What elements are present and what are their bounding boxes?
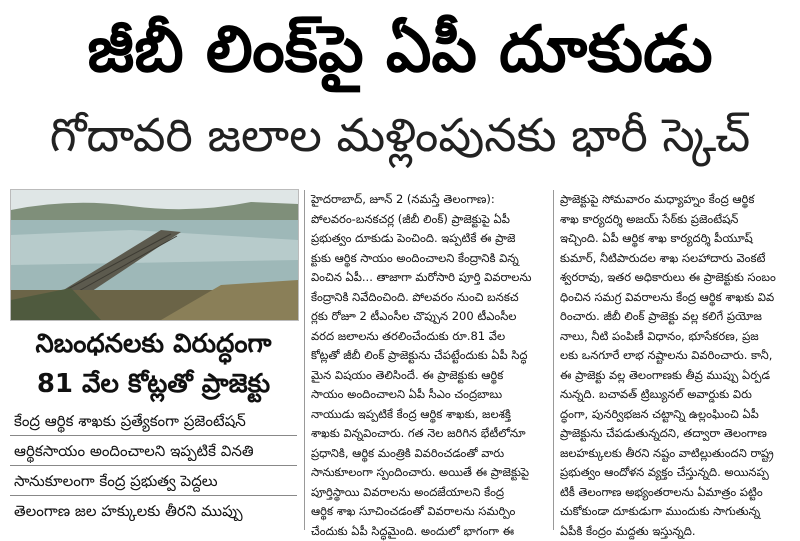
body-line: శాఖ కార్యదర్శి అజయ్ సేఠ్‌కు ప్రజెంటేషన్ [560, 210, 800, 230]
body-line: నాలు, నీటి పంపిణీ విధానం, భూసేకరణ, ప్రజ [560, 327, 800, 347]
subheadline: గోదావరి జలాల మళ్లింపునకు భారీ స్కెచ్ [0, 100, 800, 170]
body-line: కోట్లతో జీబీ లింక్ ప్రాజెక్టును చేపట్టేందుకు ఏపీ సిద్ధ [311, 346, 548, 366]
body-line: టికీ తెలంగాణ అభ్యంతరాలను ఏమాత్రం పట్టిం [560, 483, 800, 503]
body-line: ప్రభుత్వం ఆందోళన వ్యక్తం చేస్తున్నది. అయినప్ప [560, 463, 800, 483]
body-line: నున్నది. బచావత్ ట్రిబ్యునల్ అవార్డుకు విరు [560, 385, 800, 405]
body-line: ఆర్థిక శాఖ సూచించడంతో వివరాలను సమర్పిం [311, 502, 548, 522]
kicker-line: నిబంధనలకు విరుద్ధంగా [10, 324, 297, 364]
body-line: ఈ ప్రాజెక్టు వల్ల తెలంగాణకు తీవ్ర ముప్పు ఏర్పడ [560, 366, 800, 386]
body-line: ప్రభుత్వం దూకుడు పెంచింది. ఇప్పటికే ఈ ప్రాజె [311, 229, 548, 249]
body-line: ప్రాజెక్టుపై సోమవారం మధ్యాహ్నం కేంద్ర ఆర్థిక [560, 190, 800, 210]
body-line: పూర్తిస్థాయి వివరాలను అందజేయాలని కేంద్ర [311, 483, 548, 503]
headline: జీబీ లింక్‌పై ఏపీ దూకుడు [0, 2, 800, 98]
body-line: రించారు. జీబీ లింక్ ప్రాజెక్టు వల్ల కలిగే ప్రయోజ [560, 307, 800, 327]
body-line: ధించిన సమగ్ర వివరాలను కేంద్ర ఆర్థిక శాఖకు వివ [560, 288, 800, 308]
body-line: ఇచ్చింది. ఏపీ ఆర్థిక శాఖ కార్యదర్శి పీయూష్ [560, 229, 800, 249]
highlight-points [10, 408, 297, 527]
body-line: చుకోకుండా దూకుడుగా ముందుకు సాగుతున్న [560, 502, 800, 522]
body-line: కేంద్రానికి నివేదించింది. పోలవరం నుంచి బనకచ [311, 288, 548, 308]
body-line: పోలవరం-బనకచర్ల (జీబీ లింక్) ప్రాజెక్టుపై ఏపీ [311, 210, 548, 230]
highlight-point: తెలంగాణ జల హక్కులకు తీరని ముప్పు [10, 498, 297, 525]
body-line: శ్వరరావు, ఇతర అధికారులు ఈ ప్రాజెక్టుకు సంబం [560, 268, 800, 288]
body-line: ర్లకు రోజూ 2 టీఎంసీల చొప్పున 200 టీఎంసీల [311, 307, 548, 327]
article-column-middle [304, 190, 548, 530]
body-line: శాఖకు విన్నవించారు. గత నెల జరిగిన భేటీలోనూ [311, 424, 548, 444]
body-line: సానుకూలంగా స్పందించారు. అయితే ఈ ప్రాజెక్టుపై [311, 463, 548, 483]
body-line: ప్రాజెక్టును చేపడుతున్నదని, తద్వారా తెలంగాణ [560, 424, 800, 444]
body-line: ఏపీకి కేంద్రం మద్దతు ఇస్తున్నది. [560, 522, 800, 541]
body-line: క్టుకు ఆర్థిక సాయం అందించాలని కేంద్రానికి విన్న [311, 249, 548, 269]
highlight-point: కేంద్ర ఆర్థిక శాఖకు ప్రత్యేకంగా ప్రజెంటేషన్ [10, 408, 297, 436]
body-line: వరద జలాలను తరలించేందుకు రూ.81 వేల [311, 327, 548, 347]
kicker-line: 81 వేల కోట్లతో ప్రాజెక్టు [10, 364, 297, 404]
body-line: లకు ఒనగూరే లాభ నష్టాలను వివరించారు. కానీ, [560, 346, 800, 366]
body-line: ప్రధానికి, ఆర్థిక మంత్రికి వివరించడంతో వారు [311, 444, 548, 464]
body-line: వించిన ఏపీ... తాజాగా మరోసారి పూర్తి వివరాలను [311, 268, 548, 288]
body-line: కుమార్, నీటిపారుదల శాఖ సలహాదారు వెంకటే [560, 249, 800, 269]
body-line: చేందుకు ఏపీ సిద్ధమైంది. అందులో భాగంగా ఈ [311, 522, 548, 541]
highlight-point: సానుకూలంగా కేంద్ర ప్రభుత్వ పెద్దలు [10, 468, 297, 496]
body-line: జలహక్కులకు తీరని నష్టం వాటిల్లుతుందని రాష్ట్ర [560, 444, 800, 464]
body-line: మైన విషయం తెలిసిందే. ఈ ప్రాజెక్టుకు ఆర్థిక [311, 366, 548, 386]
body-line: ద్ధంగా, పునర్విభజన చట్టాన్ని ఉల్లంఘించి ఏపీ [560, 405, 800, 425]
highlight-point: ఆర్థికసాయం అందించాలని ఇప్పటికే వినతి [10, 438, 297, 466]
project-photo [10, 189, 299, 321]
article-column-right [553, 190, 800, 530]
body-line: సాయం అందించాలని ఏపీ సీఎం చంద్రబాబు [311, 385, 548, 405]
body-line: హైదరాబాద్, జూన్ 2 (నమస్తే తెలంగాణ): [311, 190, 548, 210]
body-line: నాయుడు ఇప్పటికే కేంద్ర ఆర్థిక శాఖకు, జలశక్తి [311, 405, 548, 425]
